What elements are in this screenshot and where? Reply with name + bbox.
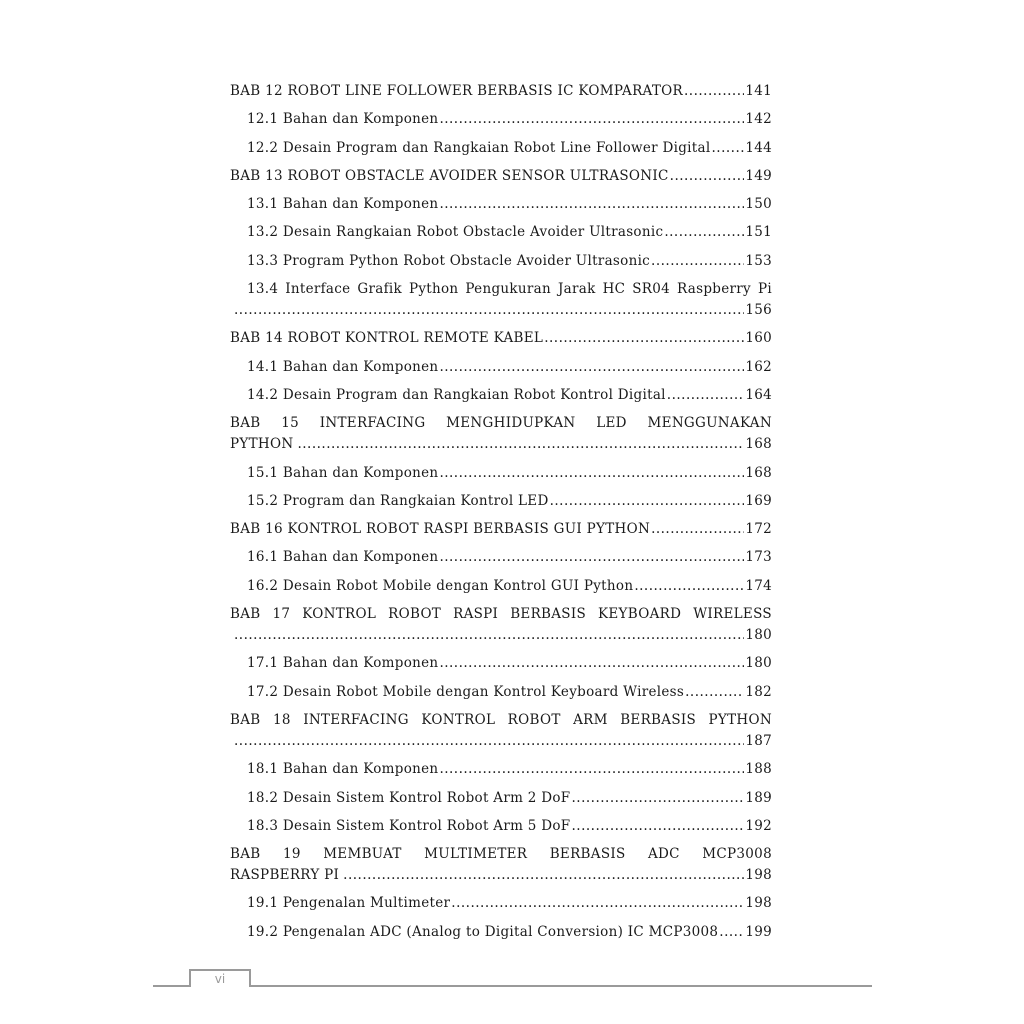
toc-title-word: HC [602,281,626,298]
toc-section-entry[interactable] [230,788,772,809]
dot-leader [667,385,745,406]
toc-page-number: 180 [745,627,772,644]
toc-entry-title: 13.2 Desain Rangkaian Robot Obstacle Avoider Ultrasonic [247,224,664,241]
dot-leader [439,759,744,780]
toc-chapter-entry[interactable] [230,328,772,349]
toc-section-entry[interactable] [230,893,772,914]
toc-continuation-line [230,865,772,886]
dot-leader [439,194,744,215]
toc-section-entry[interactable] [230,576,772,597]
toc-line [247,357,772,378]
toc-title-word: BERBASIS [549,846,626,863]
toc-title-word: BAB [230,711,261,728]
toc-section-entry[interactable] [230,653,772,674]
dot-leader [544,328,744,349]
toc-page-number: 164 [745,386,772,403]
toc-page-number: 173 [745,549,772,566]
dot-leader [439,653,744,674]
toc-page-number: 169 [745,492,772,509]
toc-line [247,491,772,512]
toc-line [247,816,772,837]
toc-entry-title: 14.2 Desain Program dan Rangkaian Robot Kontrol Digital [247,386,666,403]
toc-title-word: ROBOT [388,606,442,623]
toc-section-entry[interactable] [230,463,772,484]
toc-section-entry[interactable] [230,491,772,512]
toc-title-word: Jarak [557,281,596,298]
dot-leader [234,625,744,646]
toc-line [230,166,772,187]
toc-title-word: ROBOT [507,711,561,728]
toc-entry-title: 14.1 Bahan dan Komponen [247,358,439,375]
toc-title-word: Python [408,281,459,298]
toc-chapter-entry[interactable] [230,81,772,102]
toc-entry-title: BAB 12 ROBOT LINE FOLLOWER BERBASIS IC KOMPARATOR [230,83,683,99]
toc-line [247,759,772,780]
toc-entry-title: BAB 14 ROBOT KONTROL REMOTE KABEL [230,330,544,347]
toc-line [230,81,772,102]
toc-page-number: 168 [745,464,772,481]
toc-title-line [247,279,772,300]
toc-title-line [230,844,772,865]
table-of-contents [230,81,772,950]
toc-chapter-entry[interactable] [230,413,772,455]
toc-page-number: 150 [745,196,772,213]
toc-page-number: 180 [745,655,772,672]
toc-entry-title: 18.2 Desain Sistem Kontrol Robot Arm 2 DoF [247,789,571,806]
toc-title-word: MENGHIDUPKAN [446,415,576,432]
dot-leader [439,547,744,568]
dot-leader [664,222,744,243]
toc-title-word: INTERFACING [319,415,426,432]
toc-page-number: 174 [745,577,772,594]
toc-entry-title: 18.3 Desain Sistem Kontrol Robot Arm 5 DoF [247,817,571,834]
toc-title-word: ADC [648,846,680,863]
dot-leader [439,109,744,130]
toc-line [247,222,772,243]
toc-line [247,109,772,130]
toc-page-number: 168 [745,436,772,453]
toc-line [247,788,772,809]
footer-page-tab [189,969,251,987]
toc-entry-title: BAB 16 KONTROL ROBOT RASPI BERBASIS GUI PYTHON [230,521,651,538]
toc-title-word: PYTHON [708,711,772,728]
toc-title-word: ARM [573,711,608,728]
toc-section-entry[interactable] [230,109,772,130]
toc-page-number: 187 [745,732,772,749]
toc-page-number: 172 [745,521,772,538]
toc-line [230,519,772,540]
toc-entry-title: 19.2 Pengenalan ADC (Analog to Digital Conversion) IC MCP3008 [247,923,719,940]
toc-page-number: 198 [745,867,772,884]
dot-leader [234,731,744,752]
toc-line [247,576,772,597]
dot-leader [297,434,744,455]
toc-title-word: Grafik [357,281,402,298]
dot-leader [439,357,744,378]
dot-leader [550,491,745,512]
toc-title-word: BAB [230,415,261,432]
toc-page-number: 144 [745,139,772,156]
toc-entry-title: 12.1 Bahan dan Komponen [247,111,439,128]
toc-entry-title: 12.2 Desain Program dan Rangkaian Robot Line Follower Digital [247,139,711,156]
dot-leader [571,788,744,809]
toc-chapter-entry[interactable] [230,519,772,540]
toc-page-number: 188 [745,761,772,778]
dot-leader [684,81,744,102]
toc-title-word: KONTROL [421,711,496,728]
toc-line [247,194,772,215]
toc-page-number: 182 [745,683,772,700]
toc-title-line [230,413,772,434]
toc-title-line [230,710,772,731]
toc-title-word: 18 [272,711,291,728]
footer-rule [153,985,872,987]
dot-leader [651,519,744,540]
toc-line [247,138,772,159]
toc-title-word: MENGGUNAKAN [647,415,772,432]
toc-page-number: 149 [745,167,772,184]
toc-section-entry[interactable] [230,759,772,780]
toc-continuation-line [230,300,772,321]
toc-section-entry[interactable] [230,816,772,837]
toc-entry-title: 18.1 Bahan dan Komponen [247,761,439,778]
dot-leader [571,816,744,837]
toc-title-word: MEMBUAT [323,846,402,863]
toc-title-word: 13.4 [247,281,279,298]
toc-title-word: Pengukuran [465,281,551,298]
toc-line [230,328,772,349]
toc-continuation-line [230,625,772,646]
toc-line [247,547,772,568]
toc-page-number: 156 [745,302,772,319]
toc-title-word: MULTIMETER [424,846,528,863]
dot-leader [634,576,744,597]
toc-title-word: Pi [757,281,772,298]
toc-entry-title: 16.2 Desain Robot Mobile dengan Kontrol GUI Python [247,577,634,594]
toc-page-number: 141 [745,83,772,99]
toc-continuation-line [230,731,772,752]
toc-title-word: SR04 [632,281,671,298]
toc-line [247,385,772,406]
toc-section-entry[interactable] [230,279,772,321]
toc-title-continuation: RASPBERRY PI [230,867,340,884]
toc-chapter-entry[interactable] [230,166,772,187]
dot-leader [670,166,745,187]
toc-title-continuation: PYTHON [230,436,294,453]
toc-page-number: 189 [745,789,772,806]
dot-leader [651,251,744,272]
toc-page-number: 162 [745,358,772,375]
toc-title-word: MCP3008 [702,846,772,863]
toc-title-word: KEYBOARD [598,606,682,623]
toc-entry-title: 13.3 Program Python Robot Obstacle Avoider Ultrasonic [247,252,651,269]
toc-title-word: KONTROL [302,606,377,623]
toc-title-word: Interface [285,281,351,298]
toc-section-entry[interactable] [230,251,772,272]
toc-section-entry[interactable] [230,222,772,243]
toc-entry-title: BAB 13 ROBOT OBSTACLE AVOIDER SENSOR ULTRASONIC [230,167,669,184]
toc-title-word: Raspberry [677,281,751,298]
toc-chapter-entry[interactable] [230,604,772,646]
toc-section-entry[interactable] [230,547,772,568]
dot-leader [719,922,744,943]
dot-leader [234,300,744,321]
toc-section-entry[interactable] [230,194,772,215]
toc-title-word: WIRELESS [693,606,772,623]
toc-section-entry[interactable] [230,922,772,943]
toc-page-number: 199 [745,923,772,940]
dot-leader [343,865,744,886]
toc-line [247,463,772,484]
toc-title-word: 15 [281,415,300,432]
toc-line [247,682,772,703]
toc-entry-title: 19.1 Pengenalan Multimeter [247,895,451,912]
toc-section-entry[interactable] [230,138,772,159]
toc-continuation-line [230,434,772,455]
toc-page-number: 192 [745,817,772,834]
toc-title-word: RASPI [453,606,499,623]
toc-page-number: 153 [745,252,772,269]
toc-page-number: 151 [745,224,772,241]
dot-leader [712,138,745,159]
dot-leader [439,463,744,484]
toc-entry-title: 17.1 Bahan dan Komponen [247,655,439,672]
toc-title-word: BERBASIS [510,606,587,623]
toc-line [247,251,772,272]
toc-entry-title: 15.2 Program dan Rangkaian Kontrol LED [247,492,549,509]
dot-leader [451,893,744,914]
toc-chapter-entry[interactable] [230,710,772,752]
toc-title-word: INTERFACING [303,711,409,728]
dot-leader [685,682,744,703]
toc-entry-title: 17.2 Desain Robot Mobile dengan Kontrol Keyboard Wireless [247,683,685,700]
toc-title-word: 19 [282,846,301,863]
page-number: vi [214,972,226,986]
toc-page-number: 142 [745,111,772,128]
toc-entry-title: 15.1 Bahan dan Komponen [247,464,439,481]
toc-entry-title: 16.1 Bahan dan Komponen [247,549,439,566]
toc-page-number: 160 [745,330,772,347]
toc-chapter-entry[interactable] [230,844,772,886]
toc-title-line [230,604,772,625]
toc-line [247,653,772,674]
toc-title-word: 17 [272,606,291,623]
toc-section-entry[interactable] [230,682,772,703]
toc-title-word: BERBASIS [620,711,697,728]
toc-section-entry[interactable] [230,357,772,378]
toc-title-word: BAB [230,606,261,623]
toc-entry-title: 13.1 Bahan dan Komponen [247,196,439,213]
toc-title-word: BAB [230,846,261,863]
toc-line [247,922,772,943]
toc-title-word: LED [596,415,627,432]
toc-line [247,893,772,914]
toc-section-entry[interactable] [230,385,772,406]
toc-page-number: 198 [745,895,772,912]
